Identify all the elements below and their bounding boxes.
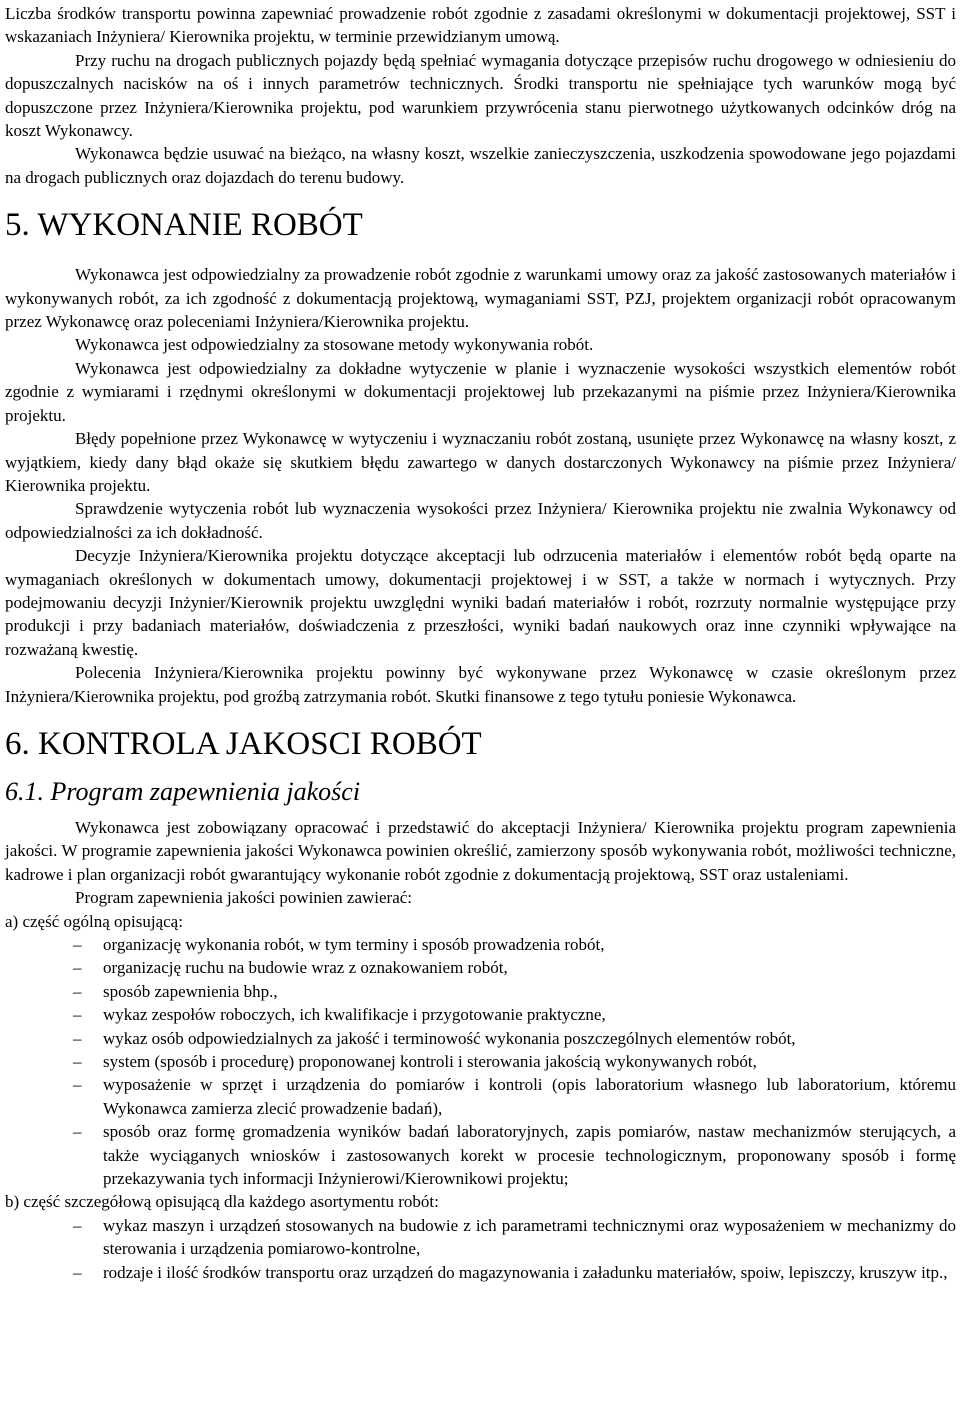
list-item	[5, 1027, 956, 1050]
list-item	[5, 1050, 956, 1073]
section-5-paragraph: Polecenia Inżyniera/Kierownika projektu powinny być wykonywane przez Wykonawcę w czasie określonym przez Inżyniera/Kierownika projektu, pod groźbą zatrzymania robót. Skutki finansowe z tego tytułu poniesie Wykonawca.	[5, 663, 956, 706]
dash-bullet-icon: –	[73, 981, 82, 1001]
list-item	[5, 933, 956, 956]
dash-bullet-icon: –	[73, 1028, 82, 1048]
list-item-text: wykaz maszyn i urządzeń stosowanych na budowie z ich parametrami technicznymi oraz wyposażeniem w mechanizmy do sterowania i urządzenia pomiarowo-kontrolne,	[103, 1215, 956, 1259]
list-item-text: sposób oraz formę gromadzenia wyników badań laboratoryjnych, zapis pomiarów, nastaw mechanizmów sterujących, a także wyciąganych wniosków i zastosowanych korekt w procesie technologicznym, proponowany sposób i formę przekazywania tych informacji Inżynierowi/Kierownikowi projektu;	[103, 1122, 956, 1189]
section-5-heading: 5. WYKONANIE ROBÓT	[5, 207, 363, 244]
subsection-6-1-heading: 6.1. Program zapewnienia jakości	[5, 776, 361, 806]
dash-bullet-icon: –	[73, 1262, 82, 1282]
intro-paragraph: Liczba środków transportu powinna zapewniać prowadzenie robót zgodnie z zasadami określonymi w dokumentacji projektowej, SST i wskazaniach Inżyniera/ Kierownika projektu, w terminie przewidzianym umową.	[5, 4, 956, 47]
intro-paragraph: Wykonawca będzie usuwać na bieżąco, na własny koszt, wszelkie zanieczyszczenia, uszkodzenia spowodowane jego pojazdami na drogach publicznych oraz dojazdach do terenu budowy.	[5, 144, 956, 187]
list-item	[5, 980, 956, 1003]
intro-paragraph: Przy ruchu na drogach publicznych pojazdy będą spełniać wymagania dotyczące przepisów ruchu drogowego w odniesieniu do dopuszczalnych nacisków na oś i innych parametrów technicznych. Środki transportu nie spełniające tych warunków mogą być dopuszczone przez Inżyniera/Kierownika projektu, pod warunkiem przywrócenia stanu pierwotnego użytkowanych odcinków dróg na koszt Wykonawcy.	[5, 50, 956, 141]
list-item-text: rodzaje i ilość środków transportu oraz urządzeń do magazynowania i załadunku materiałów, spoiw, lepiszczy, kruszyw itp.,	[103, 1262, 948, 1282]
dash-bullet-icon: –	[73, 1052, 82, 1072]
dash-bullet-icon: –	[73, 1215, 82, 1235]
list-item-text: system (sposób i procedurę) proponowanej kontroli i sterowania jakością wykonywanych robót,	[103, 1052, 757, 1072]
list-item-text: organizację ruchu na budowie wraz z oznakowaniem robót,	[103, 958, 508, 978]
list-item	[5, 1120, 956, 1190]
list-item	[5, 1003, 956, 1026]
list-item	[5, 1261, 956, 1284]
part-a-list	[5, 933, 956, 1190]
list-item	[5, 956, 956, 979]
dash-bullet-icon: –	[73, 935, 82, 954]
list-item-text: wykaz zespołów roboczych, ich kwalifikacje i przygotowanie praktyczne,	[103, 1005, 606, 1025]
subsection-paragraph: Wykonawca jest zobowiązany opracować i przedstawić do akceptacji Inżyniera/ Kierownika projektu program zapewnienia jakości. W programie zapewnienia jakości Wykonawca powinien określić, zamierzony sposób wykonywania robót, możliwości techniczne, kadrowe i plan organizacji robót gwarantujący wykonanie robót zgodnie z dokumentacją projektową, SST oraz ustaleniami.	[5, 817, 956, 884]
dash-bullet-icon: –	[73, 1122, 82, 1142]
list-item	[5, 1073, 956, 1120]
section-5-paragraph: Błędy popełnione przez Wykonawcę w wytyczeniu i wyznaczaniu robót zostaną, usunięte przez Wykonawcę na własny koszt, z wyjątkiem, kiedy dany błąd okaże się skutkiem błędu zawartego w danych dostarczonych Wykonawcy na piśmie przez Inżyniera/ Kierownika projektu.	[5, 429, 956, 495]
list-item-text: organizację wykonania robót, w tym terminy i sposób prowadzenia robót,	[103, 935, 605, 954]
list-item	[5, 1214, 956, 1261]
section-5-paragraph: Wykonawca jest odpowiedzialny za prowadzenie robót zgodnie z warunkami umowy oraz za jakość zastosowanych materiałów i wykonywanych robót, za ich zgodność z dokumentacją projektową, wymaganiami SST, PZJ, projektem organizacji robót opracowanym przez Wykonawcę oraz poleceniami Inżyniera/Kierownika projektu.	[5, 265, 956, 332]
part-b-label: b) część szczegółową opisującą dla każdego asortymentu robót:	[5, 1192, 439, 1212]
subsection-paragraph: Program zapewnienia jakości powinien zawierać:	[75, 888, 413, 908]
section-5-paragraph: Decyzje Inżyniera/Kierownika projektu dotyczące akceptacji lub odrzucenia materiałów i elementów robót będą oparte na wymaganiach określonych w dokumentach umowy, dokumentacji projektowej i w SST, a także w normach i wytycznych. Przy podejmowaniu decyzji Inżynier/Kierownik projektu uwzględni wyniki badań materiałów i robót, rozrzuty normalnie występujące przy produkcji i przy badaniach materiałów, doświadczenia z przeszłości, wyniki badań naukowych oraz inne czynniki wpływające na rozważaną kwestię.	[5, 546, 956, 659]
section-5-paragraph: Sprawdzenie wytyczenia robót lub wyznaczenia wysokości przez Inżyniera/ Kierownika projektu nie zwalnia Wykonawcy od odpowiedzialności za ich dokładność.	[5, 499, 956, 542]
list-item-text: wykaz osób odpowiedzialnych za jakość i terminowość wykonania poszczególnych elementów robót,	[103, 1028, 796, 1048]
dash-bullet-icon: –	[73, 958, 82, 978]
part-b-list	[5, 1214, 956, 1284]
dash-bullet-icon: –	[73, 1075, 82, 1095]
section-5-paragraph: Wykonawca jest odpowiedzialny za stosowane metody wykonywania robót.	[75, 335, 594, 355]
part-a-label: a) część ogólną opisującą:	[5, 911, 183, 931]
section-6-heading: 6. KONTROLA JAKOSCI ROBÓT	[5, 725, 482, 762]
dash-bullet-icon: –	[73, 1005, 82, 1025]
section-5-paragraph: Wykonawca jest odpowiedzialny za dokładne wytyczenie w planie i wyznaczenie wysokości wszystkich elementów robót zgodnie z wymiarami i rzędnymi określonymi w dokumentacji projektowej lub przekazanymi na piśmie przez Inżyniera/Kierownika projektu.	[5, 358, 956, 425]
list-item-text: wyposażenie w sprzęt i urządzenia do pomiarów i kontroli (opis laboratorium własnego lub laboratorium, któremu Wykonawca zamierza zlecić prowadzenie badań),	[103, 1075, 956, 1118]
list-item-text: sposób zapewnienia bhp.,	[103, 981, 278, 1001]
